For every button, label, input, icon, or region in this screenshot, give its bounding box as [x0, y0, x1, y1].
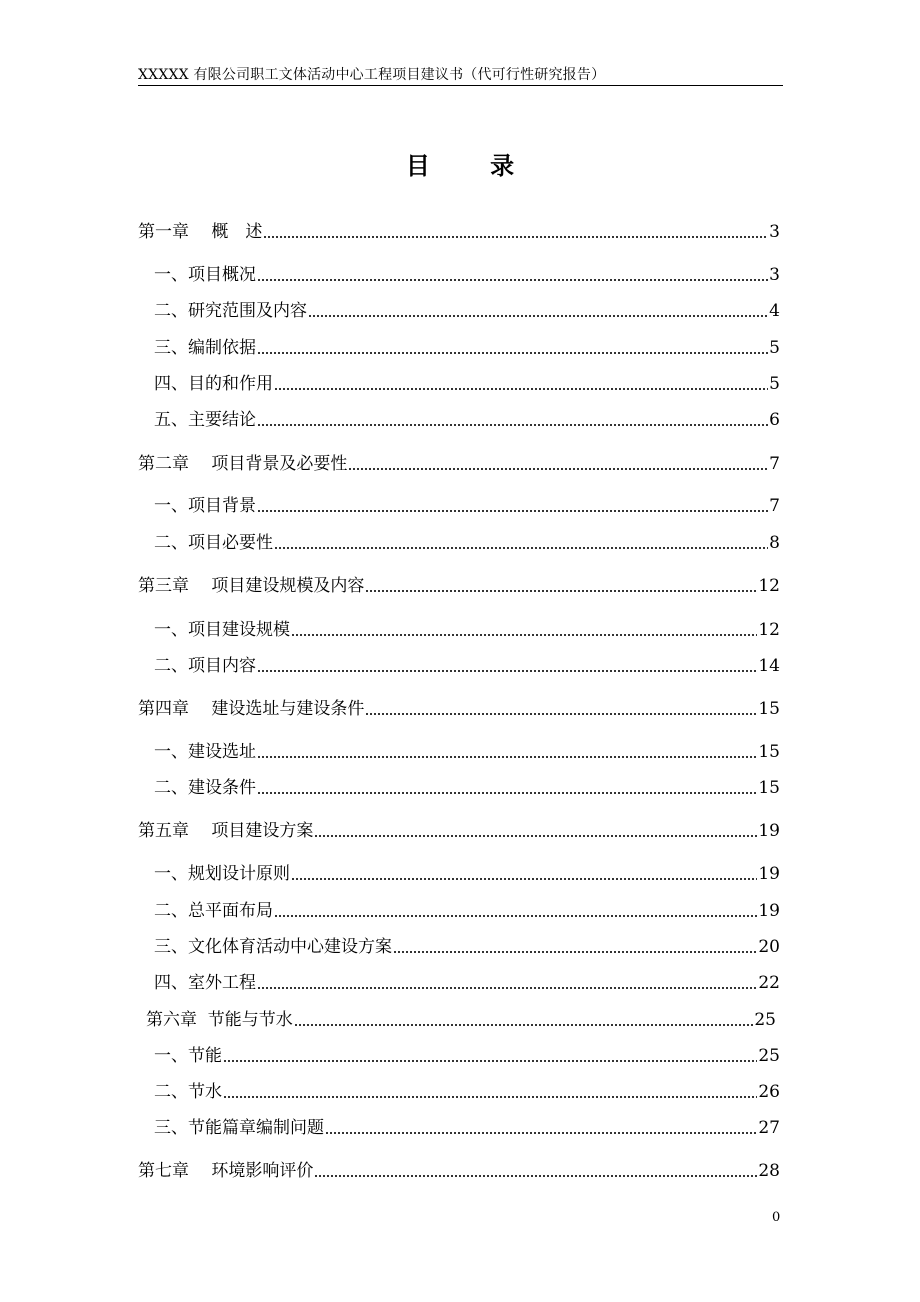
dot-leader	[263, 236, 768, 238]
toc-entry-label: 二、项目内容	[154, 656, 256, 676]
toc-entry-page: 4	[769, 301, 780, 321]
toc-entry-label: 第五章 项目建设方案	[138, 821, 314, 841]
dot-leader	[308, 315, 768, 317]
toc-section-entry[interactable]	[154, 897, 780, 921]
toc-entry-label: 三、编制依据	[154, 338, 256, 358]
toc-section-entry[interactable]	[154, 933, 780, 957]
toc-entry-page: 14	[758, 656, 780, 676]
toc-entry-label: 第七章 环境影响评价	[138, 1161, 314, 1181]
toc-entry-page: 15	[758, 742, 780, 762]
toc-entry-label: 五、主要结论	[154, 410, 256, 430]
toc-section-entry[interactable]	[154, 738, 780, 762]
dot-leader	[223, 1096, 757, 1098]
dot-leader	[274, 547, 768, 549]
toc-entry-page: 19	[758, 821, 780, 841]
toc-section-entry[interactable]	[154, 334, 780, 358]
toc-entry-label: 二、建设条件	[154, 778, 256, 798]
toc-entry-label: 二、研究范围及内容	[154, 301, 307, 321]
toc-entry-page: 5	[769, 338, 780, 358]
toc-entry-page: 3	[769, 265, 780, 285]
dot-leader	[257, 987, 757, 989]
toc-section-entry[interactable]	[154, 860, 780, 884]
toc-entry-label: 第一章 概 述	[138, 222, 263, 242]
toc-entry-label: 一、规划设计原则	[154, 864, 290, 884]
dot-leader	[223, 1060, 757, 1062]
dot-leader	[365, 713, 757, 715]
toc-entry-label: 第六章 节能与节水	[146, 1010, 293, 1030]
document-header: XXXXX 有限公司职工文体活动中心工程项目建议书（代可行性研究报告）	[138, 67, 606, 83]
toc-entry-label: 一、项目建设规模	[154, 620, 290, 640]
toc-chapter-entry[interactable]	[138, 218, 780, 242]
toc-entry-page: 3	[769, 222, 780, 242]
toc-entry-page: 12	[758, 620, 780, 640]
toc-entry-page: 12	[758, 576, 780, 596]
dot-leader	[257, 756, 757, 758]
toc-entry-page: 19	[758, 901, 780, 921]
toc-entry-label: 三、文化体育活动中心建设方案	[154, 937, 392, 957]
toc-section-entry[interactable]	[154, 1114, 780, 1138]
toc-entry-page: 26	[758, 1082, 780, 1102]
toc-entry-label: 一、节能	[154, 1046, 222, 1066]
header-rule	[138, 85, 783, 86]
dot-leader	[325, 1132, 757, 1134]
dot-leader	[393, 951, 757, 953]
toc-title: 目 录	[405, 151, 541, 180]
dot-leader	[257, 670, 757, 672]
toc-section-entry[interactable]	[154, 492, 780, 516]
toc-entry-label: 第四章 建设选址与建设条件	[138, 699, 365, 719]
toc-section-entry[interactable]	[154, 370, 780, 394]
toc-section-entry[interactable]	[154, 1042, 780, 1066]
toc-entry-page: 20	[758, 937, 780, 957]
toc-entry-label: 四、目的和作用	[154, 374, 273, 394]
dot-leader	[314, 1175, 757, 1177]
toc-entry-page: 28	[758, 1161, 780, 1181]
toc-entry-label: 四、室外工程	[154, 973, 256, 993]
toc-entry-page: 5	[769, 374, 780, 394]
dot-leader	[365, 590, 757, 592]
toc-entry-page: 25	[754, 1010, 776, 1030]
toc-entry-label: 二、节水	[154, 1082, 222, 1102]
toc-entry-label: 一、项目概况	[154, 265, 256, 285]
toc-chapter-entry[interactable]	[138, 572, 780, 596]
dot-leader	[314, 835, 757, 837]
toc-entry-page: 15	[758, 778, 780, 798]
toc-entry-label: 一、建设选址	[154, 742, 256, 762]
toc-section-entry[interactable]	[154, 616, 780, 640]
dot-leader	[257, 352, 768, 354]
toc-entry-page: 6	[769, 410, 780, 430]
toc-section-entry[interactable]	[154, 406, 780, 430]
toc-chapter-entry[interactable]	[138, 695, 780, 719]
dot-leader	[348, 468, 768, 470]
page-number: 0	[772, 1210, 781, 1225]
toc-entry-label: 二、项目必要性	[154, 533, 273, 553]
toc-entry-page: 19	[758, 864, 780, 884]
toc-entry-page: 7	[769, 454, 780, 474]
toc-section-entry[interactable]	[154, 652, 780, 676]
dot-leader	[257, 279, 768, 281]
toc-entry-page: 15	[758, 699, 780, 719]
toc-entry-label: 三、节能篇章编制问题	[154, 1118, 324, 1138]
dot-leader	[257, 510, 768, 512]
toc-section-entry[interactable]	[154, 1078, 780, 1102]
dot-leader	[274, 388, 768, 390]
toc-entry-page: 27	[758, 1118, 780, 1138]
toc-entry-label: 第三章 项目建设规模及内容	[138, 576, 365, 596]
toc-entry-page: 7	[769, 496, 780, 516]
toc-entry-page: 8	[769, 533, 780, 553]
toc-entry-label: 一、项目背景	[154, 496, 256, 516]
dot-leader	[294, 1024, 754, 1026]
toc-section-entry[interactable]	[154, 969, 780, 993]
dot-leader	[274, 915, 757, 917]
toc-chapter-entry[interactable]	[138, 1157, 780, 1181]
toc-section-entry[interactable]	[154, 774, 780, 798]
dot-leader	[291, 634, 757, 636]
dot-leader	[257, 792, 757, 794]
toc-section-entry[interactable]	[154, 261, 780, 285]
toc-chapter-entry[interactable]	[138, 817, 780, 841]
toc-entry-page: 22	[758, 973, 780, 993]
toc-entry-page: 25	[758, 1046, 780, 1066]
dot-leader	[291, 878, 757, 880]
toc-section-entry[interactable]	[154, 297, 780, 321]
toc-chapter-entry[interactable]	[138, 450, 780, 474]
toc-entry-label: 第二章 项目背景及必要性	[138, 454, 348, 474]
toc-entry-label: 二、总平面布局	[154, 901, 273, 921]
toc-section-entry[interactable]	[154, 529, 780, 553]
dot-leader	[257, 424, 768, 426]
toc-chapter-entry[interactable]	[146, 1006, 776, 1030]
